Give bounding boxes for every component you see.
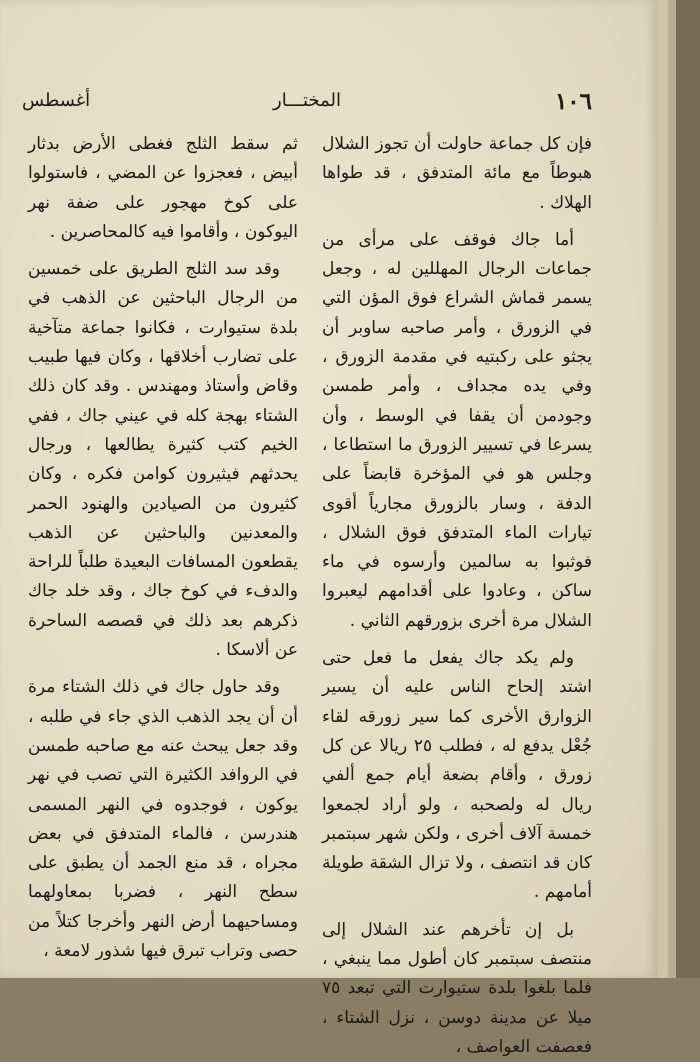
- text-column-left: [28, 130, 298, 962]
- paragraph: وقد حاول جاك في ذلك الشتاء مرة أن أن يجد الذهب الذي جاء في طلبه ، وقد جعل يبحث عنه مع صاحبه طمسن في الروافد الكثيرة التي تصب في نهر يوكون ، فوجدوه في النهر المسمى هندرسن ، فالماء المتدفق في بعض مجراه ، قد منع الجمد أن يطبق على سطح النهر ، فضربا بمعاولهما ومساحيهما أرض النهر وأخرجا كتلاً من حصى وتراب تبرق فيها شذور لامعة ،: [28, 677, 298, 962]
- paragraph: بل إن تأخرهم عند الشلال إلى منتصف سبتمبر كان أطول مما ينبغي ، فلما بلغوا بلدة ستيوارت التي تبعد ٧٥ ميلا عن مدينة دوسن ، نزل الشتاء ، فعصفت العواصف ،: [322, 919, 592, 1057]
- issue-month: أغسطس: [22, 90, 91, 111]
- paragraph: ثم سقط الثلج فغطى الأرض بدثار أبيض ، فعجزوا عن المضي ، فاستولوا على كوخ مهجور على ضفة نهر اليوكون ، وأقاموا فيه كالمحاصرين .: [28, 134, 298, 242]
- page-edge: [668, 0, 676, 978]
- magazine-title: المختـــار: [273, 90, 341, 111]
- paragraph: وقد سد الثلج الطريق على خمسين من الرجال الباحثين عن الذهب في بلدة ستيوارت ، فكانوا جماعة متآخية على تضارب أخلاقها ، وكان فيها طبيب وقاض وأستاذ ومهندس . وقد كان ذلك الشتاء بهجة كله في عيني جاك ، ففي الخيم كتب كثيرة يطالعها ، ورجال يحدثهم فيثيرون كوامن فكره ، وكان كثيرون من الصيادين والهنود الحمر والمعدنين والباحثين عن الذهب يقطعون المسافات البعيدة طلباً للراحة والدفء في كوخ جاك ، وقد خلد جاك ذكرهم بعد ذلك في قصصه الساحرة عن ألاسكا .: [28, 259, 298, 661]
- paragraph: فإن كل جماعة حاولت أن تجوز الشلال هبوطاً مع مائة المتدفق ، قد طواها الهلاك .: [322, 134, 592, 213]
- paragraph: أما جاك فوقف على مرأى من جماعات الرجال المهللين له ، وجعل يسمر قماش الشراع فوق المؤن التي في الزورق ، وأمر صاحبه ساوبر أن يجثو على ركبتيه في مقدمة الزورق ، وفي يده مجداف ، وأمر طمسن وجودمن أن يقفا في الوسط ، وأن يسرعا في تسيير الزورق ما استطاعا ، وجلس هو في المؤخرة قابضاً على الدفة ، وسار بالزورق مجارياً أقوى تيارات الماء المتدفق فوق الشلال ، فوثبوا به سالمين وأرسوه في ماء ساكن ، وعادوا على أقدامهم ليعبروا الشلال مرة أخرى بزورقهم الثاني .: [322, 229, 592, 631]
- paragraph: ولم يكد جاك يفعل ما فعل حتى اشتد إلحاح الناس عليه أن يسير الزوارق الأخرى كما سير زورقه لقاء جُعْل يدفع له ، فطلب ٢٥ ريالا عن كل زورق ، وأقام بضعة أيام جمع ألفي ريال له ولصحبه ، ولو أراد لجمعوا خمسة آلاف أخرى ، ولكن شهر سبتمبر كان قد انتصف ، ولا تزال الشقة طويلة أمامهم .: [322, 648, 592, 903]
- page-number: ١٠٦: [554, 88, 592, 115]
- text-column-right: [322, 130, 592, 1057]
- book-cover-edge: [676, 0, 700, 978]
- running-header: [22, 88, 592, 128]
- page-edge: [658, 0, 668, 978]
